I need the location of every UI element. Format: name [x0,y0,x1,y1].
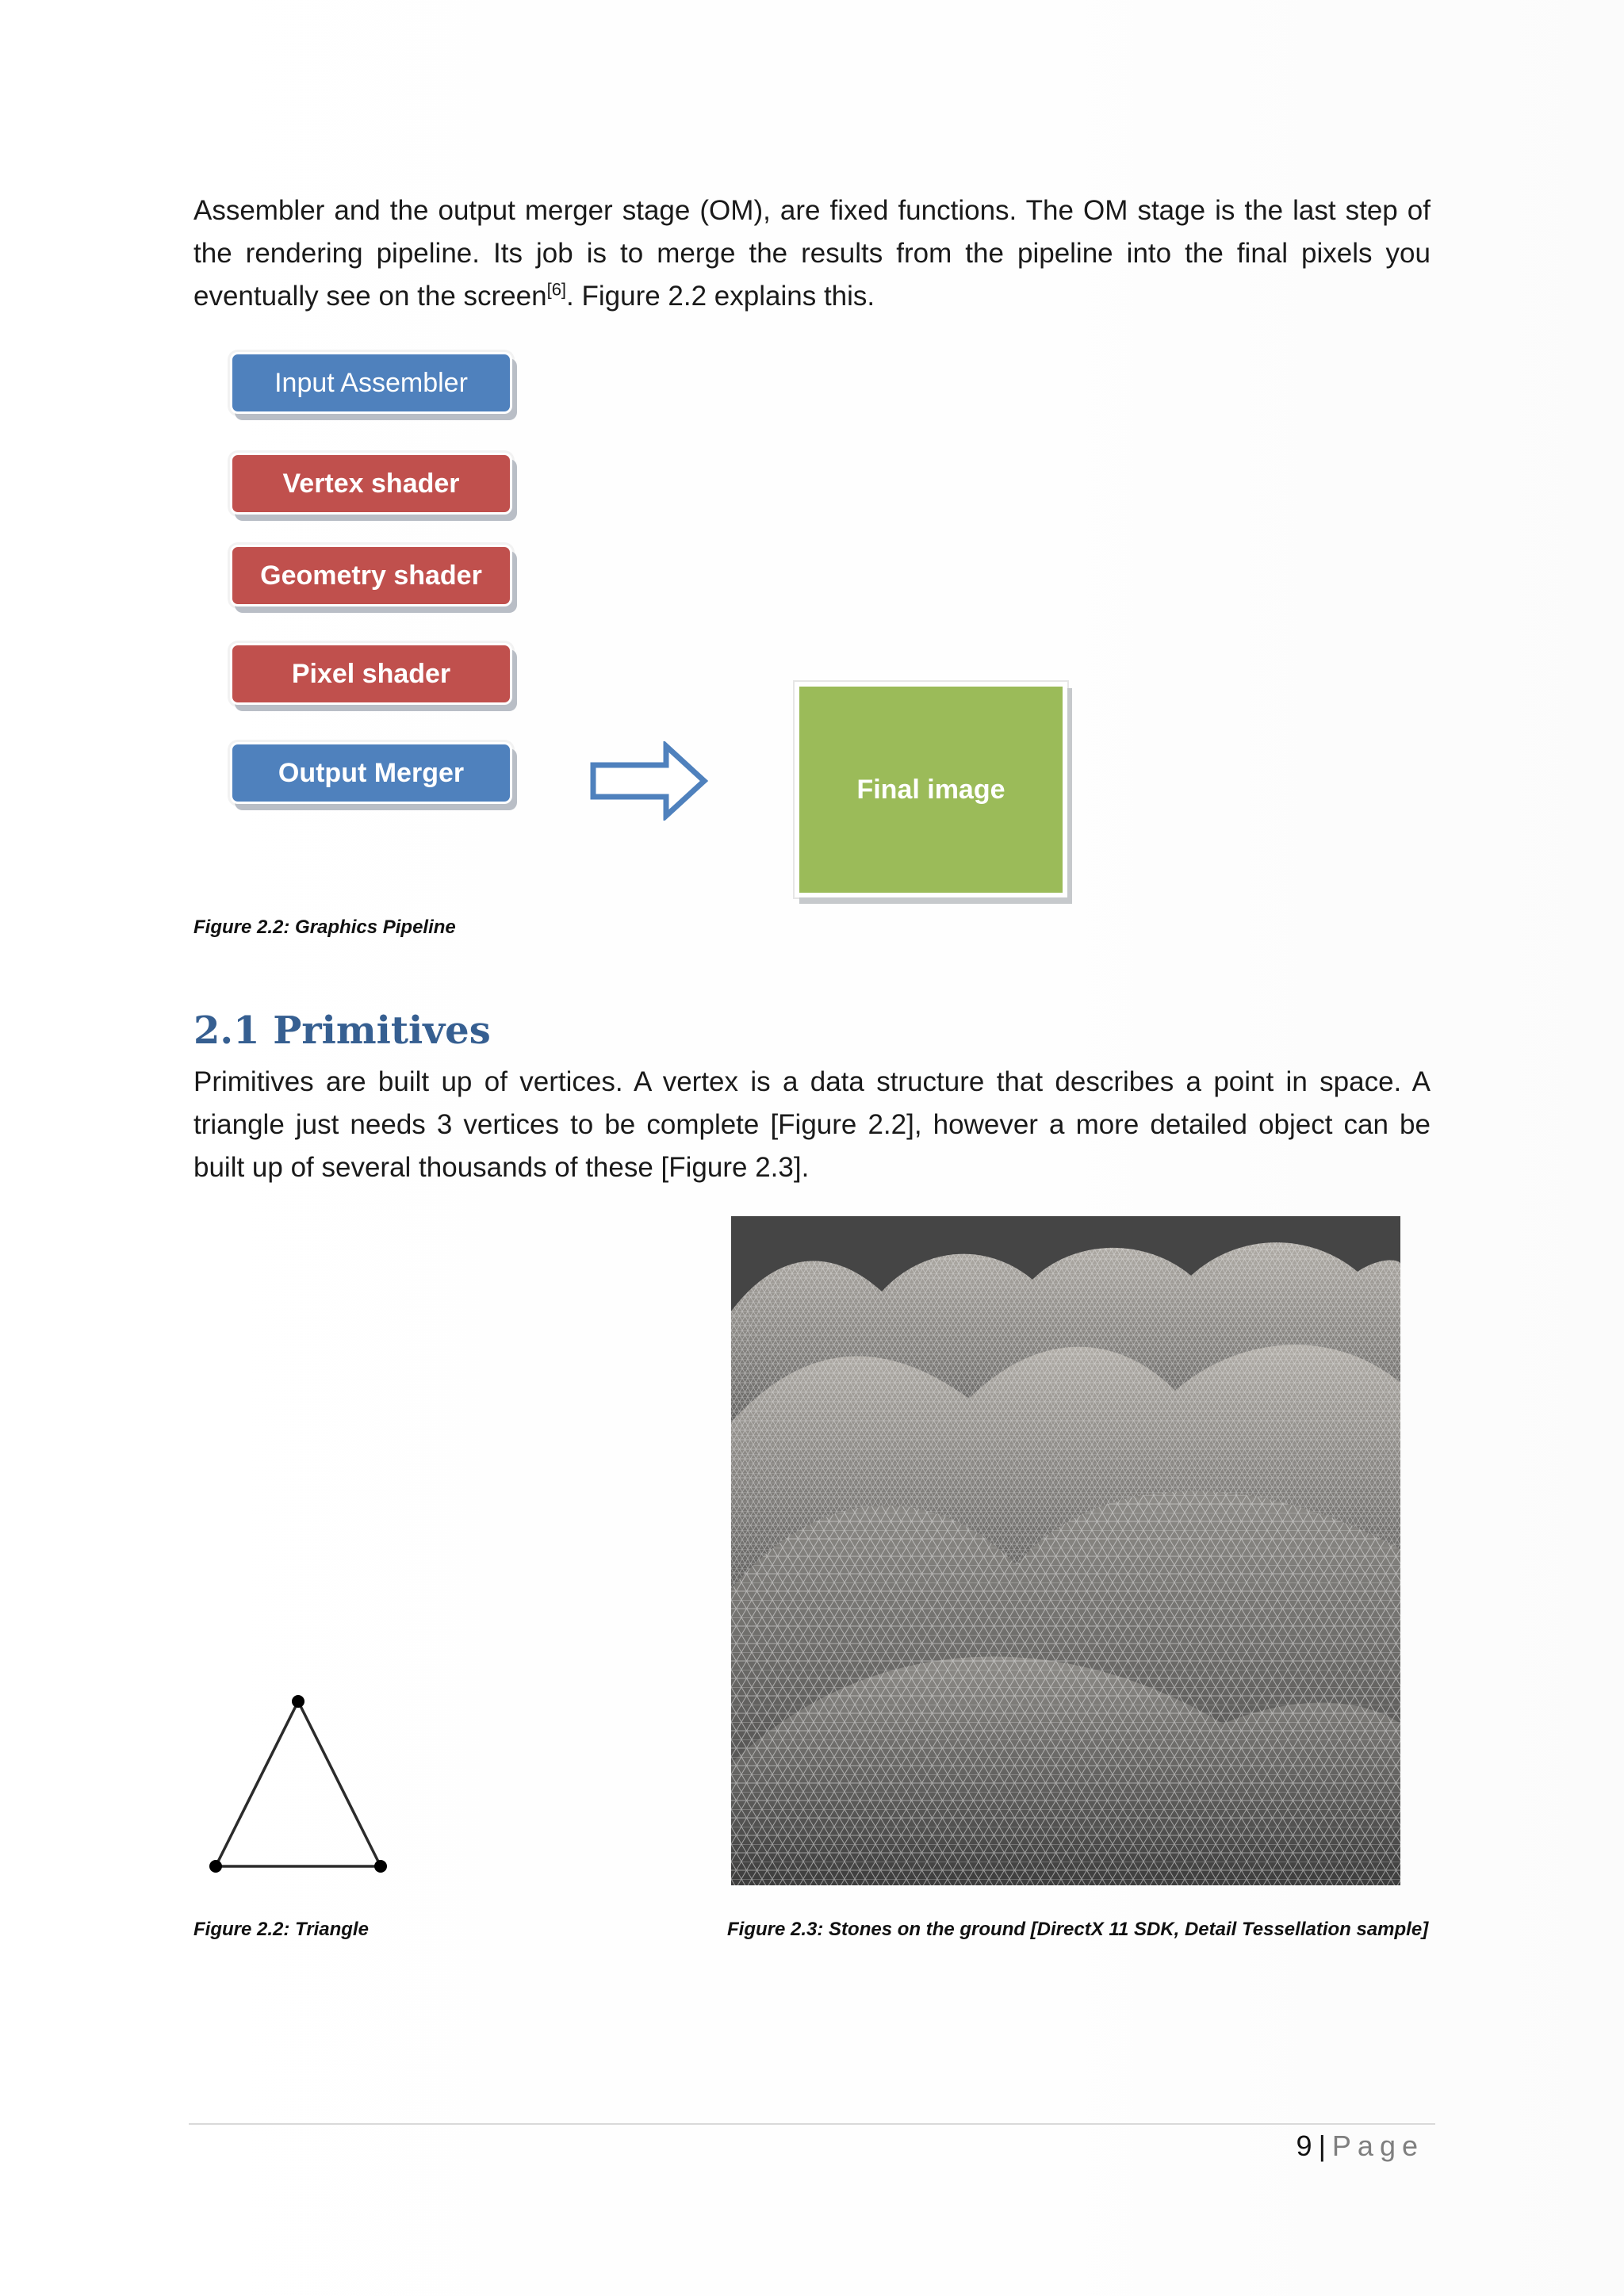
page-number: 9 [1296,2130,1312,2162]
stage-vertex-shader [230,453,512,515]
stage-geometry-shader [230,545,512,607]
stage-input-assembler [230,352,512,414]
stage-label: Output Merger [278,757,465,788]
vertex-dot [292,1695,304,1708]
page-footer [1297,2130,1424,2163]
primitives-paragraph: Primitives are built up of vertices. A vertex is a data structure that describes a point in space. A triangle just needs 3 vertices to be complete [Figure 2.2], however a more detailed object can be built up of several thousands of these [Figure 2.3]. [193,1066,1431,1183]
final-image-box [795,682,1067,897]
stage-label: Pixel shader [291,658,451,689]
vertex-dot [374,1860,387,1873]
vertex-dot [209,1860,222,1873]
section-heading: 2.1 Primitives [193,1008,491,1053]
figure-caption-stones: Figure 2.3: Stones on the ground [DirectX 11 SDK, Detail Tessellation sample] [727,1919,1429,1940]
stage-label: Geometry shader [260,560,482,591]
right-arrow-icon [590,741,709,821]
intro-paragraph [193,189,1431,318]
figure-caption-pipeline: Figure 2.2: Graphics Pipeline [193,916,456,938]
page-word: Page [1331,2130,1424,2162]
stones-wireframe-image [731,1216,1400,1885]
triangle-edges [216,1701,381,1866]
triangle-figure [198,1689,389,1879]
intro-text: Assembler and the output merger stage (OM), are fixed functions. The OM stage is the last step of the rendering pipeline. Its job is to merge the results from the pipeline into the final pixels you eventually see on the screen [193,195,1431,312]
footer-separator: | [1318,2130,1326,2162]
stage-output-merger [230,742,512,804]
citation-reference: [6] [546,279,567,300]
intro-text-end: . Figure 2.2 explains this. [566,281,875,312]
figure-caption-triangle: Figure 2.2: Triangle [193,1919,369,1940]
stage-label: Vertex shader [282,468,460,499]
stage-label: Input Assembler [274,367,468,398]
stage-pixel-shader [230,643,512,705]
final-image-label: Final image [856,774,1005,805]
footer-divider [189,2123,1435,2125]
